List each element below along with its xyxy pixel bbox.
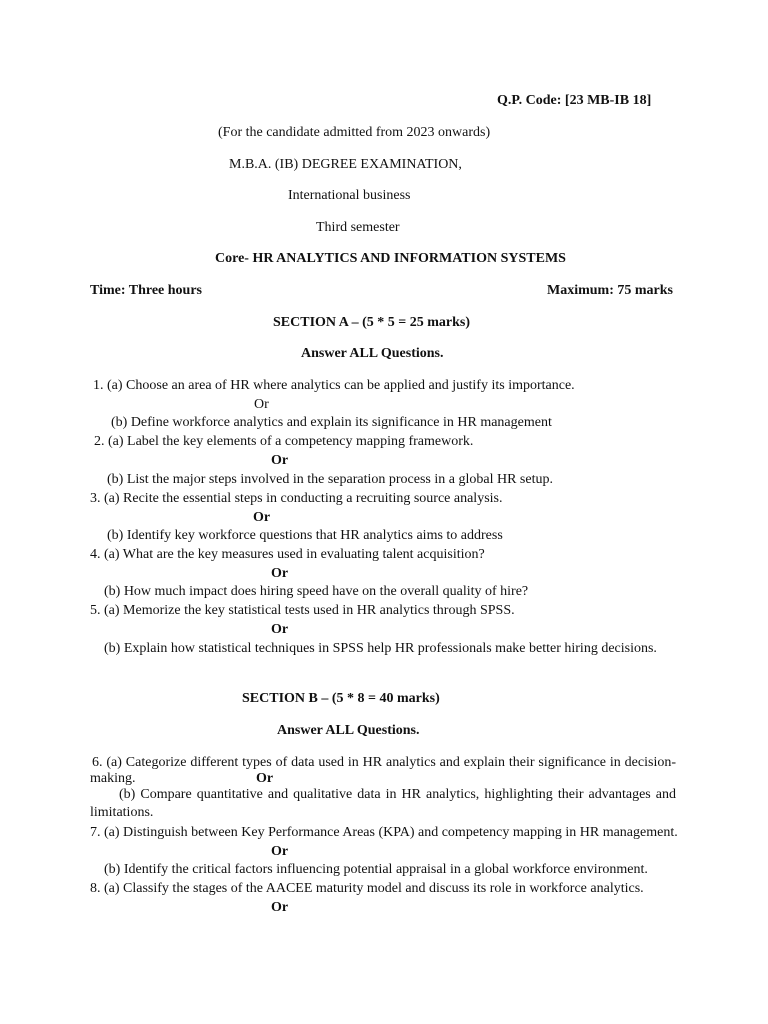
degree-title: M.B.A. (IB) DEGREE EXAMINATION, <box>229 157 462 172</box>
question-2b: (b) List the major steps involved in the separation process in a global HR setup. <box>107 472 553 487</box>
section-b-title: SECTION B – (5 * 8 = 40 marks) <box>242 691 440 706</box>
qp-code: Q.P. Code: [23 MB-IB 18] <box>497 93 652 108</box>
question-5-or: Or <box>271 622 289 637</box>
question-4a: 4. (a) What are the key measures used in evaluating talent acquisition? <box>90 547 485 562</box>
question-4b: (b) How much impact does hiring speed have on the overall quality of hire? <box>104 584 529 599</box>
question-1-or: Or <box>254 397 269 412</box>
question-7a: 7. (a) Distinguish between Key Performance Areas (KPA) and competency mapping in HR management. <box>90 825 678 840</box>
course-title: Core- HR ANALYTICS AND INFORMATION SYSTEMS <box>215 251 566 266</box>
question-2a: 2. (a) Label the key elements of a competency mapping framework. <box>94 434 474 449</box>
question-3-or: Or <box>253 510 271 525</box>
question-6b-line2: limitations. <box>90 805 154 820</box>
exam-time: Time: Three hours <box>90 283 203 298</box>
question-6-or: Or <box>256 771 274 786</box>
question-4-or: Or <box>271 566 289 581</box>
candidate-note: (For the candidate admitted from 2023 onwards) <box>218 125 491 140</box>
semester: Third semester <box>316 220 400 235</box>
question-7-or: Or <box>271 844 289 859</box>
question-1b: (b) Define workforce analytics and explain its significance in HR management <box>111 415 552 430</box>
maximum-marks: Maximum: 75 marks <box>547 283 673 298</box>
section-a-title: SECTION A – (5 * 5 = 25 marks) <box>273 315 470 330</box>
question-2-or: Or <box>271 453 289 468</box>
question-8-or: Or <box>271 900 289 915</box>
section-b-instruction: Answer ALL Questions. <box>277 723 420 738</box>
question-5b: (b) Explain how statistical techniques in SPSS help HR professionals make better hiring decisions. <box>104 641 657 656</box>
question-6a-line1: 6. (a) Categorize different types of data used in HR analytics and explain their significance in decision- <box>92 755 676 770</box>
section-a-instruction: Answer ALL Questions. <box>301 346 444 361</box>
question-8a: 8. (a) Classify the stages of the AACEE maturity model and discuss its role in workforce analytics. <box>90 881 644 896</box>
question-3b: (b) Identify key workforce questions that HR analytics aims to address <box>107 528 503 543</box>
question-3a: 3. (a) Recite the essential steps in conducting a recruiting source analysis. <box>90 491 503 506</box>
question-6b-line1: (b) Compare quantitative and qualitative data in HR analytics, highlighting their advantages and <box>119 787 676 802</box>
question-7b: (b) Identify the critical factors influencing potential appraisal in a global workforce environment. <box>104 862 648 877</box>
specialization: International business <box>288 188 411 203</box>
question-6a-line2: making. <box>90 771 136 786</box>
question-1a: 1. (a) Choose an area of HR where analytics can be applied and justify its importance. <box>93 378 575 393</box>
question-5a: 5. (a) Memorize the key statistical tests used in HR analytics through SPSS. <box>90 603 515 618</box>
